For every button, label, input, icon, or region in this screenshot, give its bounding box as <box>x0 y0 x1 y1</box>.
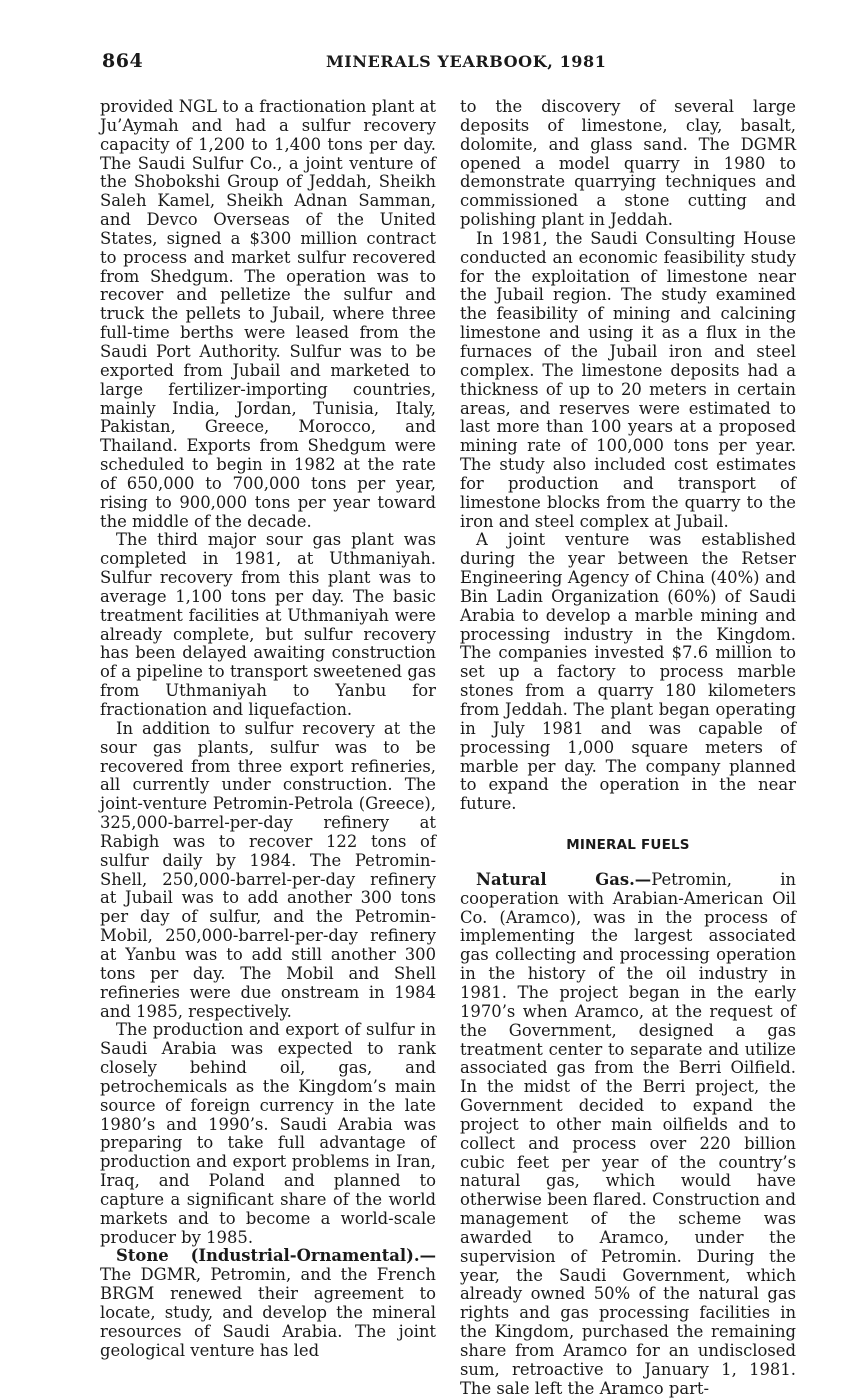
paragraph-text: The DGMR, Petromin, and the French BRGM renewed their agreement to locate, study, and develop the mineral resources of Saudi Arabia. The joint geological venture has led <box>100 1265 436 1360</box>
paragraph: In addition to sulfur recovery at the sour gas plants, sulfur was to be recovered from three export refineries, all currently under construction. The joint-venture Petromin-Petrola (Greece), 325,000-barrel-per-day refinery at Rabigh was to recover 122 tons of sulfur daily by 1984. The Petromin-Shell, 250,000-barrel-per-day refinery at Jubail was to add another 300 tons per day of sulfur, and the Petromin-Mobil, 250,000-barrel-per-day refinery at Yanbu was to add still another 300 tons per day. The Mobil and Shell refineries were due onstream in 1984 and 1985, respectively. <box>100 718 436 1021</box>
run-in-heading-natural-gas: Natural Gas.— <box>476 869 652 889</box>
paragraph: The third major sour gas plant was completed in 1981, at Uthmaniyah. Sulfur recovery from this plant was to average 1,100 tons per day. The basic treatment facilities at Uthmaniyah were already complete, but sulfur recovery has been delayed awaiting construction of a pipeline to transport sweetened gas from Uthmaniyah to Yanbu for fractionation and liquefaction. <box>100 530 436 719</box>
page-number: 864 <box>102 50 144 72</box>
paragraph: The production and export of sulfur in Saudi Arabia was expected to rank closely behind oil, gas, and petrochemicals as the Kingdom’s main source of foreign currency in the late 1980’s and 1990’s. Saudi Arabia was preparing to take full advantage of production and export problems in Iran, Iraq, and Poland and planned to capture a significant share of the world markets and to become a world-scale producer by 1985. <box>100 1020 436 1247</box>
paragraph-stone <box>100 1247 436 1360</box>
paragraph-natural-gas <box>460 871 796 1399</box>
paragraph: provided NGL to a fractionation plant at Ju’Aymah and had a sulfur recovery capacity of 1,200 to 1,400 tons per day. The Saudi Sulfur Co., a joint venture of the Shobokshi Group of Jeddah, Sheikh Saleh Kamel, Sheikh Adnan Samman, and Devco Overseas of the United States, signed a $300 million contract to process and market sulfur recovered from Shedgum. The operation was to recover and pelletize the sulfur and truck the pellets to Jubail, where three full-time berths were leased from the Saudi Port Authority. Sulfur was to be exported from Jubail and marketed to large fertilizer-importing countries, mainly India, Jordan, Tunisia, Italy, Pakistan, Greece, Morocco, and Thailand. Exports from Shedgum were scheduled to begin in 1982 at the rate of 650,000 to 700,000 tons per year, rising to 900,000 tons per year toward the middle of the decade. <box>100 97 436 531</box>
page-header <box>100 50 800 80</box>
paragraph: to the discovery of several large deposits of limestone, clay, basalt, dolomite, and glass sand. The DGMR opened a model quarry in 1980 to demonstrate quarrying techniques and commissioned a stone cutting and polishing plant in Jeddah. <box>460 97 796 230</box>
running-title: MINERALS YEARBOOK, 1981 <box>326 52 607 71</box>
run-in-heading-stone: Stone (Industrial-Ornamental).— <box>116 1246 436 1266</box>
paragraph: A joint venture was established during the year between the Retser Engineering Agency of China (40%) and Bin Ladin Organization (60%) of Saudi Arabia to develop a marble mining and processing industry in the Kingdom. The companies invested $7.6 million to set up a factory to process marble stones from a quarry 180 kilometers from Jeddah. The plant began operating in July 1981 and was capable of processing 1,000 square meters of marble per day. The company planned to expand the operation in the near future. <box>460 530 796 814</box>
right-column <box>460 98 796 1399</box>
left-column <box>100 98 436 1361</box>
paragraph-text: Petromin, in cooperation with Arabian-American Oil Co. (Aramco), was in the process of implementing the largest associated gas collecting and processing operation in the history of the oil industry in 1981. The project began in the early 1970’s when Aramco, at the request of the Government, designed a gas treatment center to separate and utilize associated gas from the Berri Oilfield. In the midst of the Berri project, the Government decided to expand the project to other main oilfields and to collect and process over 220 billion cubic feet per year of the country’s natural gas, which would have otherwise been flared. Construction and management of the scheme was awarded to Aramco, under the supervision of Petromin. During the year, the Saudi Government, which already owned 50% of the natural gas rights and gas processing facilities in the Kingdom, purchased the remaining share from Aramco for an undisclosed sum, retroactive to January 1, 1981. The sale left the Aramco part- <box>460 869 796 1398</box>
paragraph: In 1981, the Saudi Consulting House conducted an economic feasibility study for the exploitation of limestone near the Jubail region. The study examined the feasibility of mining and calcining limestone and using it as a flux in the furnaces of the Jubail iron and steel complex. The limestone deposits had a thickness of up to 20 meters in certain areas, and reserves were estimated to last more than 100 years at a proposed mining rate of 100,000 tons per year. The study also included cost estimates for production and transport of limestone blocks from the quarry to the iron and steel complex at Jubail. <box>460 228 796 531</box>
section-heading-mineral-fuels: MINERAL FUELS <box>566 837 690 854</box>
